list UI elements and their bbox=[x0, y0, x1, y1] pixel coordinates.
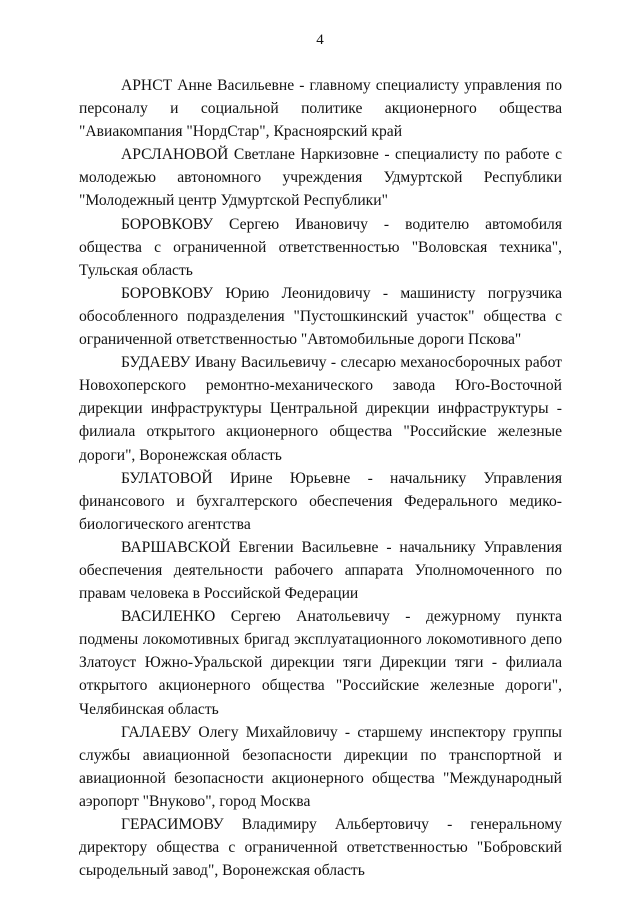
recipient-entry: БУЛАТОВОЙ Ирине Юрьевне - начальнику Управления финансового и бухгалтерского обеспечения Федерального медико-биологического агентства bbox=[79, 469, 562, 533]
recipient-entry: АРНСТ Анне Васильевне - главному специалисту управления по персоналу и социальной политике акционерного общества "Авиакомпания "НордСтар", Красноярский край bbox=[79, 77, 562, 141]
recipient-entry: БОРОВКОВУ Сергею Ивановичу - водителю автомобиля общества с ограниченной ответственностью "Воловская техника", Тульская область bbox=[79, 215, 562, 279]
recipient-entry: ГЕРАСИМОВУ Владимиру Альбертовичу - генеральному директору общества с ограниченной ответственностью "Бобровский сыродельный завод", Воронежская область bbox=[79, 816, 562, 880]
recipient-entry: АРСЛАНОВОЙ Светлане Наркизовне - специалисту по работе с молодежью автономного учреждения Удмуртской Республики "Молодежный центр Удмуртской Республики" bbox=[79, 146, 562, 210]
recipient-entry: БУДАЕВУ Ивану Васильевичу - слесарю механосборочных работ Новохоперского ремонтно-механического завода Юго-Восточной дирекции инфраструктуры Центральной дирекции инфраструктуры - филиала открытого акционерного общества "Российские железные дороги", Воронежская область bbox=[79, 354, 562, 464]
award-recipients-list bbox=[79, 74, 562, 882]
recipient-entry: ВАРШАВСКОЙ Евгении Васильевне - начальнику Управления обеспечения деятельности рабочего аппарата Уполномоченного по правам человека в Российской Федерации bbox=[79, 538, 562, 603]
page-number: 4 bbox=[316, 32, 324, 48]
recipient-entry: БОРОВКОВУ Юрию Леонидовичу - машинисту погрузчика обособленного подразделения "Пустошкинский участок" общества с ограниченной ответственностью "Автомобильные дороги Пскова" bbox=[79, 284, 562, 349]
recipient-entry: ГАЛАЕВУ Олегу Михайловичу - старшему инспектору группы службы авиационной безопасности дирекции по транспортной и авиационной безопасности акционерного общества "Международный аэропорт "Внуково", город Москва bbox=[79, 723, 562, 810]
recipient-entry: ВАСИЛЕНКО Сергею Анатольевичу - дежурному пункта подмены локомотивных бригад эксплуатационного локомотивного депо Златоуст Южно-Уральской дирекции тяги Дирекции тяги - филиала открытого акционерного общества "Российские железные дороги", Челябинская область bbox=[79, 608, 562, 718]
